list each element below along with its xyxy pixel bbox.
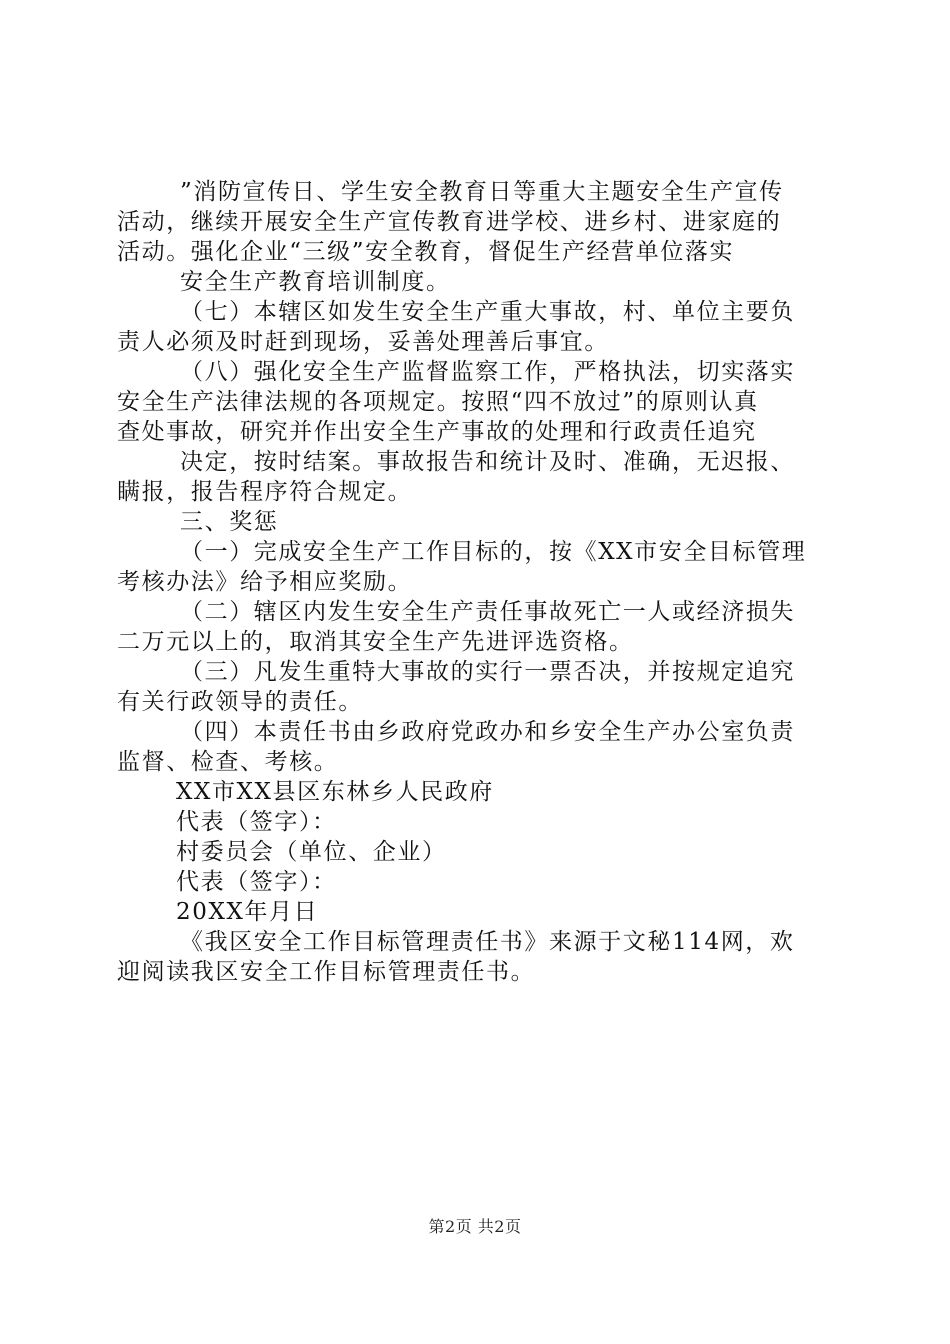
signature-line: 代表（签字）： [176, 869, 337, 895]
text-line: （七）本辖区如发生安全生产重大事故，村、单位主要负 [180, 299, 795, 325]
text-line: 活动。强化企业“三级”安全教育，督促生产经营单位落实 [117, 239, 735, 265]
text-line: 瞒报，报告程序符合规定。 [117, 479, 413, 505]
signature-line: XX市XX县区东林乡人民政府 [176, 779, 494, 805]
text-line: 安全生产法律法规的各项规定。按照“四不放过”的原则认真 [117, 389, 759, 415]
text-line: 决定，按时结案。事故报告和统计及时、准确，无迟报、 [180, 449, 795, 475]
text-line: 监督、检查、考核。 [117, 749, 339, 775]
text-line: 有关行政领导的责任。 [117, 689, 363, 715]
text-line: （四）本责任书由乡政府党政办和乡安全生产办公室负责 [180, 719, 795, 745]
text-line: （八）强化安全生产监督监察工作，严格执法，切实落实 [180, 359, 795, 385]
text-line: 责人必须及时赶到现场，妥善处理善后事宜。 [117, 329, 609, 355]
text-line: （二）辖区内发生安全生产责任事故死亡一人或经济损失 [180, 599, 795, 625]
text-line: 《我区安全工作目标管理责任书》来源于文秘114网，欢 [180, 929, 795, 955]
signature-line: 代表（签字）： [176, 809, 337, 835]
text-line: （一）完成安全生产工作目标的，按《XX市安全目标管理 [180, 539, 807, 565]
section-heading: 三、奖惩 [180, 509, 279, 535]
text-line: 活动，继续开展安全生产宣传教育进学校、进乡村、进家庭的 [117, 209, 782, 235]
page-number: 第2页 共2页 [428, 1217, 522, 1236]
text-line: （三）凡发生重特大事故的实行一票否决，并按规定追究 [180, 659, 795, 685]
text-line: 查处事故，研究并作出安全生产事故的处理和行政责任追究 [117, 419, 757, 445]
text-line: 考核办法》给予相应奖励。 [117, 569, 413, 595]
text-line: 二万元以上的，取消其安全生产先进评选资格。 [117, 629, 634, 655]
signature-line: 村委员会（单位、企业） [176, 839, 447, 865]
date-line: 20XX年月日 [176, 899, 319, 925]
text-line: ”消防宣传日、学生安全教育日等重大主题安全生产宣传 [180, 179, 784, 205]
text-line: 迎阅读我区安全工作目标管理责任书。 [117, 959, 536, 985]
text-line: 安全生产教育培训制度。 [180, 269, 451, 295]
